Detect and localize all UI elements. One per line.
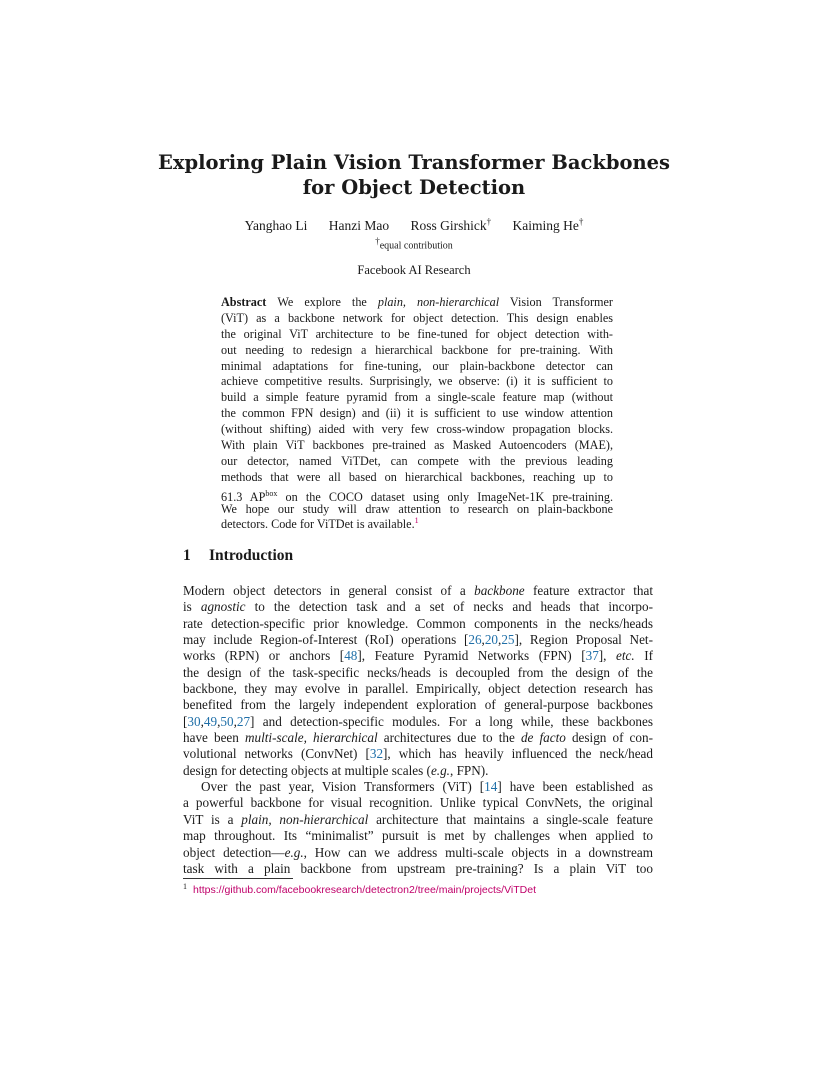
title-line-2: for Object Detection <box>302 176 526 199</box>
body-line: may include Region-of-Interest (RoI) operations [26,20,25], Region Proposal Net- <box>183 632 653 648</box>
footnote <box>183 881 536 896</box>
body-text <box>183 583 653 877</box>
abstract-line: (without shifting) aided with very few cross-window propagation blocks. <box>221 422 613 437</box>
paper-title <box>100 150 728 200</box>
footnote-number: 1 <box>183 881 187 891</box>
citation-link[interactable]: 32 <box>369 746 384 762</box>
body-line: ViT is a plain, non-hierarchical architecture that maintains a single-scale feature <box>183 811 653 827</box>
abstract-line: We hope our study will draw attention to research on plain-backbone <box>221 501 613 516</box>
author-name: Kaiming He† <box>512 216 584 233</box>
abstract-line: minimal adaptations for fine-tuning, our plain-backbone detector can <box>221 358 613 373</box>
body-line: is agnostic to the detection task and a set of necks and heads that incorpo- <box>183 599 654 615</box>
title-line-1: Exploring Plain Vision Transformer Backbones <box>157 151 671 174</box>
body-line: Modern object detectors in general consist of a backbone feature extractor that <box>183 583 653 598</box>
citation-link[interactable]: 30 <box>187 713 201 729</box>
author-name: Ross Girshick† <box>410 216 492 233</box>
section-title: Introduction <box>209 547 294 564</box>
body-line: Over the past year, Vision Transformers (ViT) [14] have been established as <box>201 779 654 795</box>
citation-link[interactable]: 27 <box>236 713 251 729</box>
citation-link[interactable]: 49 <box>203 713 218 729</box>
abstract-line: Abstract We explore the plain, non-hierarchical Vision Transformer <box>221 295 613 309</box>
citation-link[interactable]: 25 <box>501 632 515 648</box>
body-line: map throughout. Its “minimalist” pursuit is met by challenges when applied to <box>183 828 653 844</box>
abstract-line: out needing to redesign a hierarchical backbone for pre-training. With <box>221 342 613 357</box>
citation-link[interactable]: 37 <box>585 648 599 664</box>
footnote-link[interactable]: 1 <box>414 516 419 526</box>
body-line: a powerful backbone for visual recognition. Unlike typical ConvNets, the original <box>183 795 653 811</box>
abstract-line: the common FPN design) and (ii) it is sufficient to use window attention <box>221 406 613 421</box>
abstract-line: our detector, named ViTDet, can compete with the previous leading <box>221 453 613 468</box>
author-name: Yanghao Li <box>244 217 308 233</box>
body-line: backbone, they may evolve in parallel. Empirically, object detection research has <box>183 681 653 697</box>
abstract-label: Abstract <box>221 295 267 309</box>
abstract-line: detectors. Code for ViTDet is available.$^1$ <box>221 516 419 532</box>
equal-contribution-mark: † <box>486 216 492 226</box>
body-line: volutional networks (ConvNet) [32], which has heavily influenced the neck/head <box>183 746 653 762</box>
equal-contribution-note: †equal contribution <box>375 236 453 252</box>
author-list <box>100 216 728 234</box>
body-line: benefited from the largely independent exploration of general-purpose backbones <box>183 697 653 713</box>
body-line: object detection—e.g., How can we address multi-scale objects in a downstream <box>183 844 653 860</box>
author-name: Hanzi Mao <box>328 217 390 233</box>
citation-link[interactable]: 50 <box>220 713 234 729</box>
body-line: works (RPN) or anchors [48], Feature Pyramid Networks (FPN) [37], etc. If <box>183 648 653 664</box>
body-line: the design of the task-specific necks/heads is decoupled from the design of the <box>183 664 653 680</box>
footnote-url-link[interactable]: https://github.com/facebookresearch/detectron2/tree/main/projects/ViTDet <box>193 884 536 896</box>
body-line: rate detection-specific prior knowledge. Common components in the necks/heads <box>183 615 653 631</box>
section-number: 1 <box>183 547 191 564</box>
body-line: task with a plain backbone from upstream pre-training? Is a plain ViT too <box>183 860 653 876</box>
citation-link[interactable]: 14 <box>484 779 498 795</box>
abstract-line: the original ViT architecture to be fine-tuned for object detection with- <box>221 326 613 341</box>
abstract-line: achieve competitive results. Surprisingly, we observe: (i) it is sufficient to <box>221 374 613 389</box>
citation-link[interactable]: 26 <box>468 632 482 648</box>
abstract-line: (ViT) as a backbone network for object detection. This design enables <box>221 310 613 325</box>
abstract-line: methods that were all based on hierarchical backbones, reaching up to <box>221 469 613 484</box>
section-heading <box>183 547 293 565</box>
body-line: [30,49,50,27] and detection-specific modules. For a long while, these backbones <box>183 713 653 729</box>
abstract-line: With plain ViT backbones pre-trained as Masked Autoencoders (MAE), <box>221 438 613 453</box>
abstract-line: build a simple feature pyramid from a single-scale feature map (without <box>221 390 613 405</box>
footnote-rule <box>183 878 293 879</box>
abstract <box>221 295 613 533</box>
body-line: have been multi-scale, hierarchical architectures due to the de facto design of con- <box>183 730 653 746</box>
equal-contribution-mark: † <box>578 216 584 226</box>
affiliation: Facebook AI Research <box>357 263 471 277</box>
body-line: design for detecting objects at multiple scales (e.g., FPN). <box>183 762 489 778</box>
abstract-line: 61.3 $AP^{box}$ on the COCO dataset using only ImageNet-1K pre-training. <box>221 488 613 504</box>
citation-link[interactable]: 48 <box>344 648 358 664</box>
citation-link[interactable]: 20 <box>484 632 499 648</box>
